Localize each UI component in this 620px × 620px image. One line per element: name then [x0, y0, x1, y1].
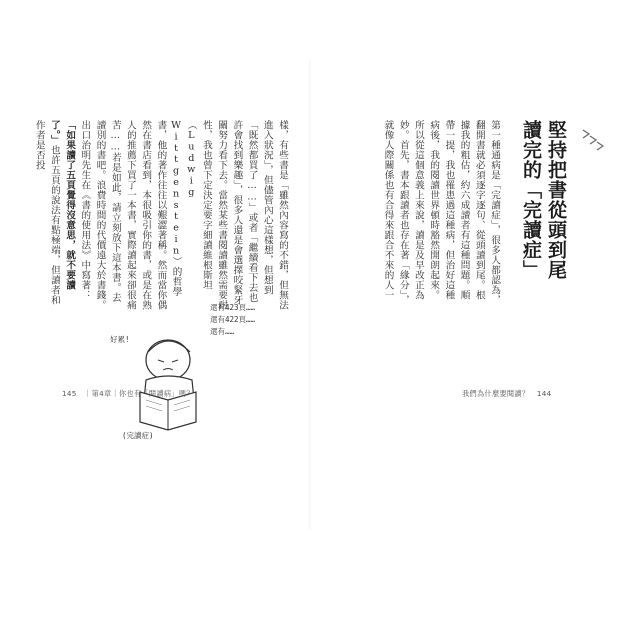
thought-1: 還有423頁…… [210, 303, 256, 312]
right-page-body: 第一種通病是「完讀症」，很多人都認為，翻開書就必須逐字逐句、從頭讀到尾。根據我的粗估，約六成讀者有這種問題。順帶一提，我也罹患過這種病，但治好這種病後，我的閱讀世界頓時豁然開朗起來。所以從這個意義上來說，讀是及早改正為妙。首先，書本跟讀者也存在著「緣分」，就像人際關係也有合得來跟合不來的人一 [382, 120, 500, 306]
page-gutter [309, 60, 311, 530]
left-body-text: 樣，有些書是「雖然內容寫的不錯，但無法進入狀況」，但儘管內心這樣想，但想到「既然都買了……」或者「繼續看下去也許會找到樂趣」，很多人還是會選擇咬緊牙關努力看下去。當然某些書閱讀雖然需要耐性，我也曾下定決定要字細讀維根斯坦（Ludwig Wittgenstein）的哲學書，他的著作往往以艱澀著稱。然而當你偶然在書店看到，本很吸引你的書，或是在熟人的推薦下買了一本書，實際讀起來卻很痛苦……若是如此，請立刻放下這本書。去讀別的書吧。浪費時間的代價遠大於書錢。出口治明先生在《書的使用法》中寫著： [79, 120, 288, 310]
illustration-caption: (完讀症) [122, 431, 154, 440]
right-page-footer: 我們為什麼要閱讀？ 144 [462, 389, 552, 398]
chapter-section-title: 堅持把書從頭到尾讀完的「完讀症」 [520, 120, 567, 280]
zigzag-ornament-icon [580, 126, 604, 154]
left-page-footer: 145 ｜第4章｜你也有「閱讀病」嗎？ [62, 389, 194, 398]
left-quote: 「如果讀了五頁覺得沒意思，就不要讀了。」 [48, 120, 76, 290]
sigh-label: 好累! [110, 335, 130, 344]
thought-2: 還有422頁…… [210, 315, 256, 324]
thought-3: 還有…… [210, 327, 235, 336]
left-page-body-1 [33, 120, 290, 310]
reading-character-illustration [100, 300, 290, 440]
left-body-text-2: 也許五頁的說法有點極端，但讀者和作者是否投 [33, 120, 60, 306]
